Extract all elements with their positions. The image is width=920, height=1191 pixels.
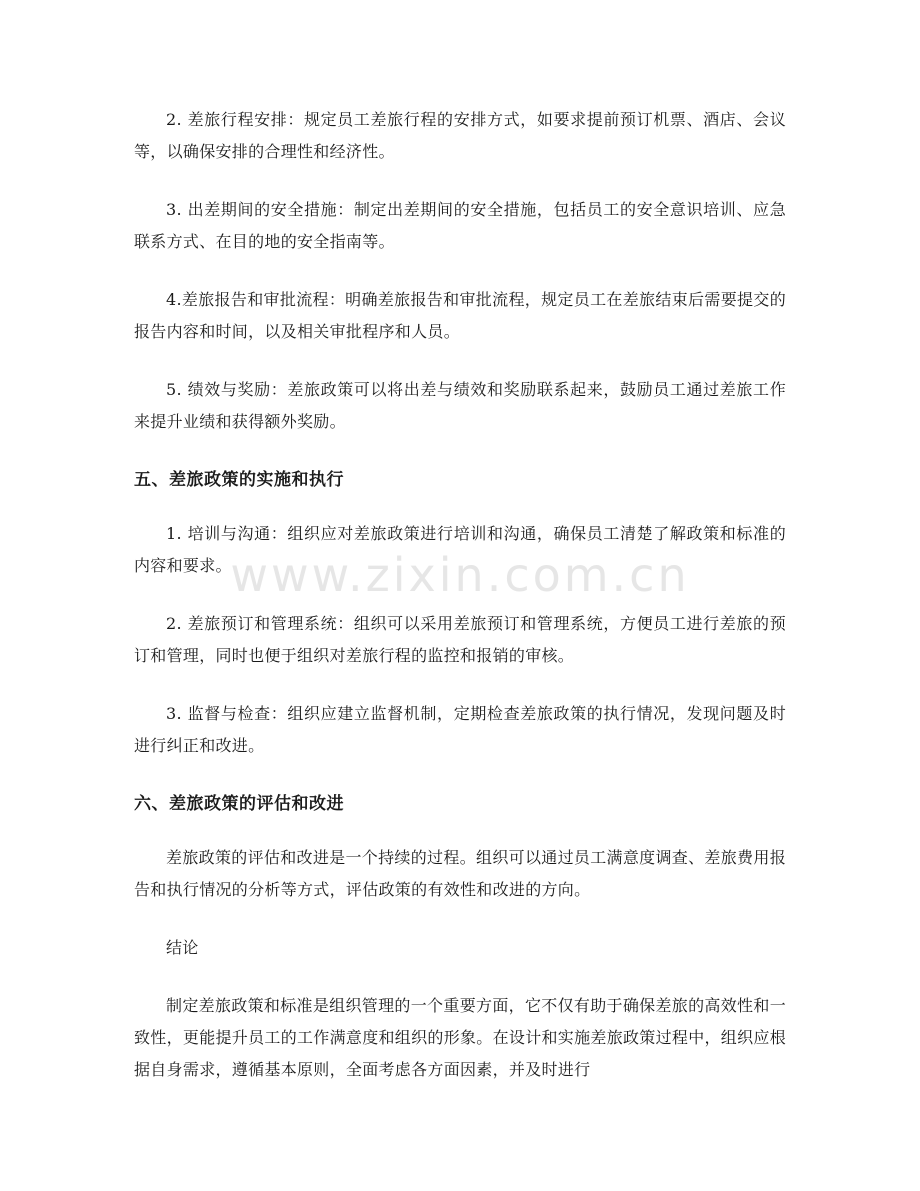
document-body bbox=[134, 104, 786, 1112]
paragraph-supervision-inspection: 3. 监督与检查：组织应建立监督机制，定期检查差旅政策的执行情况，发现问题及时进行纠正和改进。 bbox=[134, 704, 786, 755]
watermark: www.zixin.com.cn bbox=[230, 548, 690, 602]
section-heading-evaluation: 六、差旅政策的评估和改进 bbox=[134, 794, 344, 814]
paragraph-safety-measures: 3. 出差期间的安全措施：制定出差期间的安全措施，包括员工的安全意识培训、应急联系方式、在目的地的安全指南等。 bbox=[134, 200, 786, 251]
paragraph-booking-system: 2. 差旅预订和管理系统：组织可以采用差旅预订和管理系统，方便员工进行差旅的预订和管理，同时也便于组织对差旅行程的监控和报销的审核。 bbox=[134, 614, 786, 665]
paragraph-training-communication: 1. 培训与沟通：组织应对差旅政策进行培训和沟通，确保员工清楚了解政策和标准的内容和要求。 bbox=[134, 524, 786, 575]
section-heading-implementation: 五、差旅政策的实施和执行 bbox=[134, 470, 344, 490]
paragraph-conclusion-label: 结论 bbox=[166, 938, 199, 957]
paragraph-performance-reward: 5. 绩效与奖励：差旅政策可以将出差与绩效和奖励联系起来，鼓励员工通过差旅工作来提升业绩和获得额外奖励。 bbox=[134, 380, 786, 431]
paragraph-evaluation: 差旅政策的评估和改进是一个持续的过程。组织可以通过员工满意度调查、差旅费用报告和执行情况的分析等方式，评估政策的有效性和改进的方向。 bbox=[134, 848, 786, 899]
paragraph-report-approval: 4.差旅报告和审批流程：明确差旅报告和审批流程，规定员工在差旅结束后需要提交的报告内容和时间，以及相关审批程序和人员。 bbox=[134, 290, 786, 341]
paragraph-travel-itinerary: 2. 差旅行程安排：规定员工差旅行程的安排方式，如要求提前预订机票、酒店、会议等，以确保安排的合理性和经济性。 bbox=[134, 110, 786, 161]
paragraph-conclusion: 制定差旅政策和标准是组织管理的一个重要方面，它不仅有助于确保差旅的高效性和一致性，更能提升员工的工作满意度和组织的形象。在设计和实施差旅政策过程中，组织应根据自身需求，遵循基本原则，全面考虑各方面因素，并及时进行 bbox=[134, 996, 787, 1079]
